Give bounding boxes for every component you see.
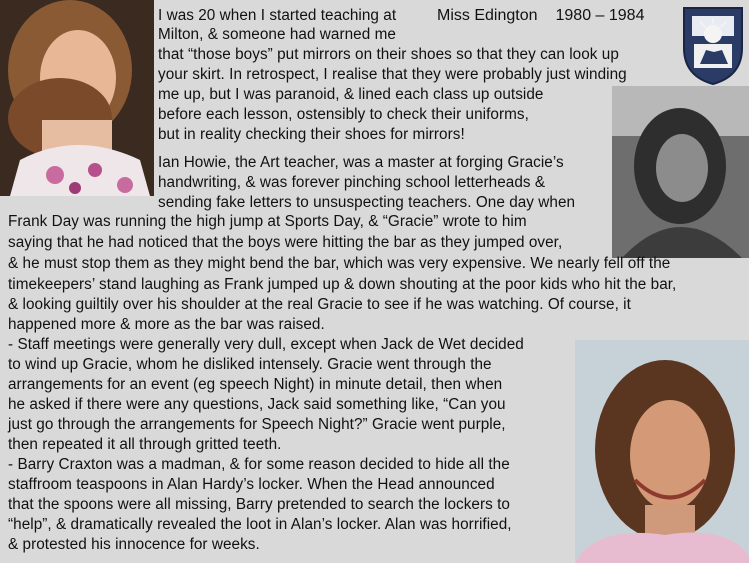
- text-line: Ian Howie, the Art teacher, was a master at forging Gracie’s: [158, 154, 564, 171]
- text-line: before each lesson, ostensibly to check their uniforms,: [158, 106, 529, 123]
- black-and-white-portrait-photo: [612, 86, 749, 258]
- text-line: that “those boys” put mirrors on their shoes so that they can look up: [158, 46, 619, 63]
- text-line: - Barry Craxton was a madman, & for some reason decided to hide all the: [8, 456, 510, 473]
- text-line: “help”, & dramatically revealed the loot in Alan’s locker. Alan was horrified,: [8, 516, 512, 533]
- text-line: staffroom teaspoons in Alan Hardy’s locker. When the Head announced: [8, 476, 495, 493]
- young-teacher-photo: [0, 0, 154, 196]
- text-line: that the spoons were all missing, Barry pretended to search the lockers to: [8, 496, 510, 513]
- teacher-years: 1980 – 1984: [555, 7, 645, 24]
- text-line: saying that he had noticed that the boys were hitting the bar as they jumped over,: [8, 234, 563, 251]
- text-line: & looking guiltily over his shoulder at the real Gracie to see if he was watching. Of course, it: [8, 296, 631, 313]
- text-line: he asked if there were any questions, Jack said something like, “Can you: [8, 396, 506, 413]
- text-line: timekeepers’ stand laughing as Frank jumped up & down shouting at the poor kids who hit the bar,: [8, 276, 677, 293]
- text-line: - Staff meetings were generally very dull, except when Jack de Wet decided: [8, 336, 524, 353]
- text-line: arrangements for an event (eg speech Night) in minute detail, then when: [8, 376, 503, 393]
- recent-teacher-photo: [575, 340, 749, 563]
- text-line: to wind up Gracie, whom he disliked intensely. Gracie went through the: [8, 356, 492, 373]
- text-line: I was 20 when I started teaching at: [158, 7, 397, 24]
- text-line: but in reality checking their shoes for mirrors!: [158, 126, 465, 143]
- text-line: sending fake letters to unsuspecting teachers. One day when: [158, 194, 576, 211]
- school-crest-icon: [680, 4, 746, 86]
- text-line: & he must stop them as they might bend the bar, which was very expensive. We nearly fell off the: [8, 255, 671, 272]
- text-line: happened more & more as the bar was raised.: [8, 316, 325, 333]
- text-line: me up, but I was paranoid, & lined each class up outside: [158, 86, 544, 103]
- text-line: just go through the arrangements for Speech Night?” Gracie went purple,: [8, 416, 506, 433]
- text-line: your skirt. In retrospect, I realise that they were probably just winding: [158, 66, 627, 83]
- teacher-name: Miss Edington: [437, 7, 538, 24]
- text-line: handwriting, & was forever pinching school letterheads &: [158, 174, 546, 191]
- text-line: & protested his innocence for weeks.: [8, 536, 260, 553]
- text-line: then repeated it all through gritted teeth.: [8, 436, 282, 453]
- text-line: Frank Day was running the high jump at Sports Day, & “Gracie” wrote to him: [8, 213, 527, 230]
- text-line: Milton, & someone had warned me: [158, 26, 396, 43]
- page-title: [437, 6, 644, 26]
